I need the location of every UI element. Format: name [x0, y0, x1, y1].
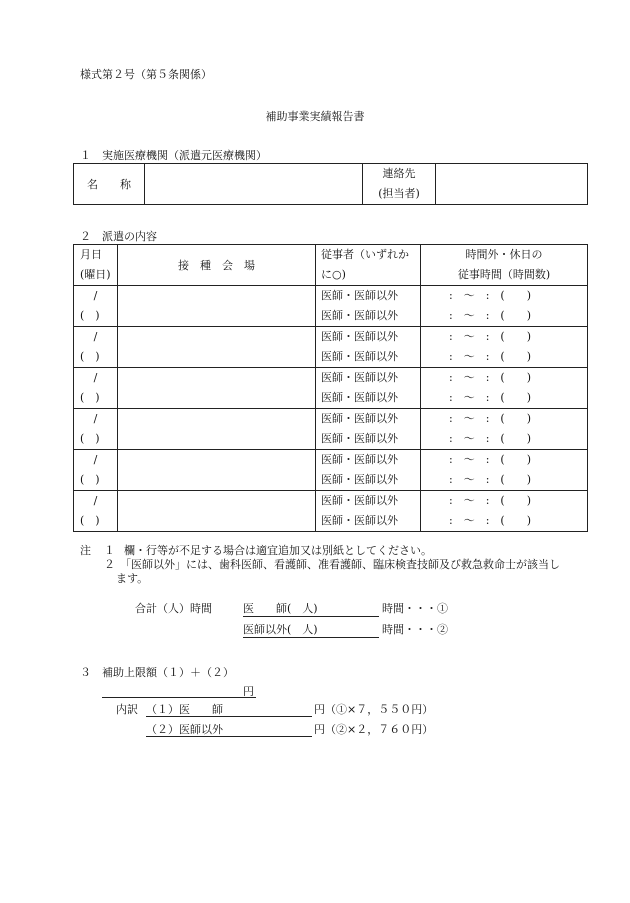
form-number: 様式第２号（第５条関係）	[80, 68, 212, 81]
date-header-1: 月日	[80, 248, 102, 261]
time-range: : ～ : ( )	[449, 412, 531, 425]
time-header-1: 時間外・休日の	[465, 248, 543, 261]
date-header-2: (曜日)	[80, 268, 111, 281]
date-cell[interactable]	[74, 327, 118, 368]
worker-header	[316, 245, 421, 286]
breakdown-line2-suffix: 円（②×２，７６０円）	[314, 723, 434, 736]
worker-header-1: 従事者（いずれか	[321, 248, 409, 261]
day-paren: ( )	[80, 514, 100, 527]
worker-cell[interactable]	[316, 368, 421, 409]
worker-cell[interactable]	[316, 450, 421, 491]
dispatch-row	[74, 368, 588, 409]
venue-header: 接 種 会 場	[118, 245, 316, 286]
worker-cell[interactable]	[316, 327, 421, 368]
worker-option[interactable]: 医師・医師以外	[321, 330, 398, 343]
name-label: 名 称	[74, 164, 145, 205]
time-cell[interactable]	[421, 327, 588, 368]
time-range: : ～ : ( )	[449, 289, 531, 302]
totals-doctor-label: 医 師( 人)	[243, 602, 318, 615]
time-cell[interactable]	[421, 491, 588, 532]
worker-option[interactable]: 医師・医師以外	[321, 494, 398, 507]
worker-option[interactable]: 医師・医師以外	[321, 309, 398, 322]
dispatch-row	[74, 491, 588, 532]
time-range: : ～ : ( )	[449, 514, 531, 527]
dispatch-row	[74, 450, 588, 491]
totals-doctor-underline	[243, 616, 379, 617]
time-range: : ～ : ( )	[449, 309, 531, 322]
worker-cell[interactable]	[316, 409, 421, 450]
worker-option[interactable]: 医師・医師以外	[321, 391, 398, 404]
totals-label: 合計（人）時間	[135, 602, 212, 615]
section2-heading: ２ 派遣の内容	[80, 230, 157, 243]
breakdown-line1-suffix: 円（①×７，５５０円）	[314, 703, 434, 716]
totals-non-doctor-label: 医師以外( 人)	[243, 623, 318, 636]
day-paren: ( )	[80, 473, 100, 486]
note1-number: １	[104, 544, 115, 557]
dispatch-row	[74, 409, 588, 450]
time-header	[421, 245, 588, 286]
time-range: : ～ : ( )	[449, 350, 531, 363]
time-range: : ～ : ( )	[449, 494, 531, 507]
note2-number: ２	[104, 558, 115, 571]
institution-table	[73, 163, 588, 205]
breakdown-line1-underline	[146, 716, 312, 717]
venue-cell[interactable]	[118, 286, 316, 327]
note2-line1: 「医師以外」には、歯科医師、看護師、准看護師、臨床検査技師及び救急救命士が該当し	[120, 558, 560, 571]
date-cell[interactable]	[74, 286, 118, 327]
contact-label	[363, 164, 436, 205]
date-slash: /	[93, 494, 98, 507]
date-slash: /	[93, 453, 98, 466]
date-cell[interactable]	[74, 368, 118, 409]
venue-cell[interactable]	[118, 491, 316, 532]
date-cell[interactable]	[74, 491, 118, 532]
day-paren: ( )	[80, 309, 100, 322]
day-paren: ( )	[80, 350, 100, 363]
document-title: 補助事業実績報告書	[265, 110, 365, 123]
worker-option[interactable]: 医師・医師以外	[321, 412, 398, 425]
time-range: : ～ : ( )	[449, 473, 531, 486]
time-range: : ～ : ( )	[449, 371, 531, 384]
breakdown-line2-label: （２）医師以外	[146, 723, 223, 736]
total-underline	[102, 697, 256, 698]
day-paren: ( )	[80, 391, 100, 404]
worker-option[interactable]: 医師・医師以外	[321, 473, 398, 486]
worker-cell[interactable]	[316, 286, 421, 327]
worker-header-2: に○)	[321, 268, 346, 281]
dispatch-table	[73, 244, 588, 532]
section1-heading: １ 実施医療機関（派遣元医療機関）	[80, 149, 267, 162]
worker-option[interactable]: 医師・医師以外	[321, 514, 398, 527]
time-header-2: 従事時間（時間数)	[457, 268, 551, 281]
note2-line2: ます。	[116, 572, 149, 585]
notes-prefix: 注	[80, 544, 91, 557]
worker-option[interactable]: 医師・医師以外	[321, 371, 398, 384]
totals-non-doctor-underline	[243, 637, 379, 638]
worker-cell[interactable]	[316, 491, 421, 532]
name-input-cell[interactable]	[145, 164, 363, 205]
time-range: : ～ : ( )	[449, 330, 531, 343]
time-cell[interactable]	[421, 368, 588, 409]
total-yen: 円	[243, 685, 254, 698]
worker-option[interactable]: 医師・医師以外	[321, 432, 398, 445]
contact-label-2: (担当者)	[378, 187, 420, 200]
date-slash: /	[93, 330, 98, 343]
note1-text: 欄・行等が不足する場合は適宜追加又は別紙としてください。	[124, 544, 432, 557]
worker-option[interactable]: 医師・医師以外	[321, 453, 398, 466]
time-cell[interactable]	[421, 450, 588, 491]
breakdown-label: 内訳	[116, 703, 138, 716]
date-header	[74, 245, 118, 286]
venue-cell[interactable]	[118, 450, 316, 491]
date-cell[interactable]	[74, 409, 118, 450]
date-slash: /	[93, 371, 98, 384]
time-range: : ～ : ( )	[449, 432, 531, 445]
contact-input-cell[interactable]	[436, 164, 588, 205]
dispatch-row	[74, 286, 588, 327]
dispatch-row	[74, 327, 588, 368]
venue-cell[interactable]	[118, 368, 316, 409]
dispatch-header-row	[74, 245, 588, 286]
time-cell[interactable]	[421, 286, 588, 327]
totals-non-doctor-suffix: 時間・・・②	[382, 623, 448, 636]
time-cell[interactable]	[421, 409, 588, 450]
worker-option[interactable]: 医師・医師以外	[321, 289, 398, 302]
time-range: : ～ : ( )	[449, 453, 531, 466]
date-slash: /	[93, 289, 98, 302]
venue-cell[interactable]	[118, 409, 316, 450]
contact-label-1: 連絡先	[382, 167, 416, 180]
worker-option[interactable]: 医師・医師以外	[321, 350, 398, 363]
time-range: : ～ : ( )	[449, 391, 531, 404]
venue-cell[interactable]	[118, 327, 316, 368]
date-cell[interactable]	[74, 450, 118, 491]
date-slash: /	[93, 412, 98, 425]
breakdown-line2-underline	[146, 736, 312, 737]
totals-doctor-suffix: 時間・・・①	[382, 602, 448, 615]
section3-heading: ３ 補助上限額（１）＋（２）	[80, 666, 234, 679]
day-paren: ( )	[80, 432, 100, 445]
breakdown-line1-label: （１）医 師	[146, 703, 223, 716]
